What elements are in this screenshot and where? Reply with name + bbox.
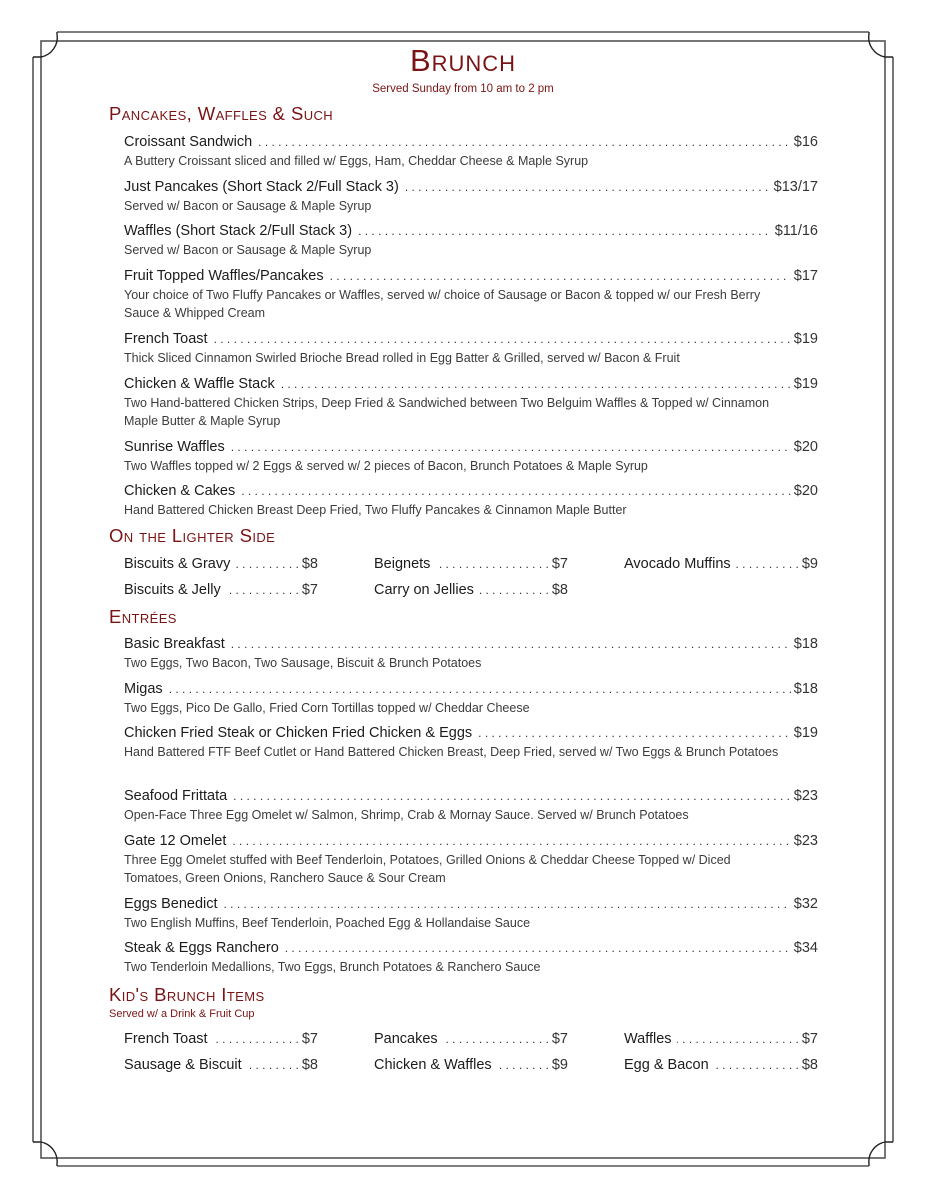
item-name: Biscuits & Jelly <box>124 582 221 598</box>
item-price: $8 <box>301 1057 318 1073</box>
item-price: $9 <box>801 556 818 572</box>
item-price: $7 <box>301 1031 318 1047</box>
item-price: $34 <box>793 940 818 956</box>
dot-leader <box>443 1030 549 1048</box>
item-name: Steak & Eggs Ranchero <box>124 940 279 956</box>
item-price: $7 <box>801 1031 818 1047</box>
menu-item-small <box>374 1056 568 1074</box>
item-name: Beignets <box>374 556 431 572</box>
item-price: $8 <box>301 556 318 572</box>
item-description: Hand Battered FTF Beef Cutlet or Hand Battered Chicken Breast, Deep Fried, served w/ Two Eggs & Brunch Potatoes <box>124 745 779 759</box>
menu-item <box>124 178 818 215</box>
item-description: Thick Sliced Cinnamon Swirled Brioche Bread rolled in Egg Batter & Grilled, served w/ Bacon & Fruit <box>124 351 680 365</box>
menu-item <box>124 438 818 475</box>
item-price: $23 <box>793 833 818 849</box>
menu-item-small <box>124 555 318 573</box>
dot-leader <box>677 1030 799 1048</box>
item-name: Egg & Bacon <box>624 1057 709 1073</box>
dot-leader <box>231 635 791 653</box>
item-name: French Toast <box>124 1031 208 1047</box>
dot-leader <box>479 581 549 599</box>
section-heading-kids: Kid's Brunch Items <box>109 984 265 1005</box>
menu-item <box>124 267 818 322</box>
dot-leader <box>258 133 791 151</box>
item-price: $19 <box>793 376 818 392</box>
item-price: $8 <box>551 582 568 598</box>
item-name: Fruit Topped Waffles/Pancakes <box>124 268 324 284</box>
menu-item <box>124 133 818 170</box>
item-description: Two Eggs, Two Bacon, Two Sausage, Biscuit & Brunch Potatoes <box>124 656 482 670</box>
dot-leader <box>478 724 791 742</box>
item-name: Eggs Benedict <box>124 896 218 912</box>
menu-item-small <box>374 581 568 599</box>
item-name: Chicken Fried Steak or Chicken Fried Chicken & Eggs <box>124 725 473 741</box>
item-description: Hand Battered Chicken Breast Deep Fried, Two Fluffy Pancakes & Cinnamon Maple Butter <box>124 503 627 517</box>
item-price: $18 <box>793 681 818 697</box>
section-heading-entrees: Entrées <box>109 606 177 627</box>
item-name: Sausage & Biscuit <box>124 1057 242 1073</box>
menu-item <box>124 939 818 976</box>
menu-item <box>124 895 818 932</box>
dot-leader <box>235 555 299 573</box>
dot-leader <box>358 222 772 240</box>
menu-item <box>124 375 818 430</box>
dot-leader <box>214 330 791 348</box>
item-price: $13/17 <box>773 179 818 195</box>
item-description: Served w/ Bacon or Sausage & Maple Syrup <box>124 199 372 213</box>
item-price: $19 <box>793 725 818 741</box>
dot-leader <box>169 680 791 698</box>
menu-subtitle: Served Sunday from 10 am to 2 pm <box>372 83 554 95</box>
menu-item-small <box>374 1030 568 1048</box>
menu-item <box>124 832 818 887</box>
dot-leader <box>231 438 791 456</box>
item-price: $7 <box>301 582 318 598</box>
item-name: Seafood Frittata <box>124 788 228 804</box>
item-name: Avocado Muffins <box>624 556 731 572</box>
menu-title: Brunch <box>409 43 517 78</box>
item-price: $7 <box>551 1031 568 1047</box>
item-description: Two Eggs, Pico De Gallo, Fried Corn Tortillas topped w/ Cheddar Cheese <box>124 701 530 715</box>
menu-item-small <box>624 555 818 573</box>
item-description: Two Hand-battered Chicken Strips, Deep Fried & Sandwiched between Two Belguim Waffles & Topped w/ Cinnamon Maple Butter & Maple Syrup <box>124 396 770 428</box>
item-price: $20 <box>793 439 818 455</box>
dot-leader <box>330 267 791 285</box>
item-price: $19 <box>793 331 818 347</box>
item-name: Chicken & Cakes <box>124 483 236 499</box>
dot-leader <box>497 1056 549 1074</box>
item-price: $16 <box>793 134 818 150</box>
menu-item <box>124 680 818 717</box>
dot-leader <box>285 939 791 957</box>
item-name: Waffles <box>624 1031 672 1047</box>
item-description: A Buttery Croissant sliced and filled w/ Eggs, Ham, Cheddar Cheese & Maple Syrup <box>124 154 589 168</box>
item-name: Croissant Sandwich <box>124 134 253 150</box>
item-name: Gate 12 Omelet <box>124 833 227 849</box>
item-price: $9 <box>551 1057 568 1073</box>
menu-item-small <box>124 581 318 599</box>
item-price: $20 <box>793 483 818 499</box>
item-description: Your choice of Two Fluffy Pancakes or Waffles, served w/ choice of Sausage or Bacon & topped w/ our Fresh Berry Sauce & Whipped Cream <box>124 288 761 320</box>
menu-item <box>124 724 818 761</box>
dot-leader <box>226 581 299 599</box>
item-description: Three Egg Omelet stuffed with Beef Tenderloin, Potatoes, Grilled Onions & Cheddar Cheese Topped w/ Diced Tomatoes, Green Onions, Ranchero Sauce & Sour Cream <box>124 853 731 885</box>
menu-item-small <box>124 1030 318 1048</box>
menu-item-small <box>624 1056 818 1074</box>
item-price: $18 <box>793 636 818 652</box>
menu-page <box>41 41 885 1158</box>
item-price: $7 <box>551 556 568 572</box>
menu-item <box>124 482 818 519</box>
item-description: Two Waffles topped w/ 2 Eggs & served w/ 2 pieces of Bacon, Brunch Potatoes & Maple Syrup <box>124 459 648 473</box>
item-name: Basic Breakfast <box>124 636 225 652</box>
item-description: Two Tenderloin Medallions, Two Eggs, Brunch Potatoes & Ranchero Sauce <box>124 960 541 974</box>
item-price: $11/16 <box>774 223 818 239</box>
item-name: Waffles (Short Stack 2/Full Stack 3) <box>124 223 353 239</box>
item-description: Two English Muffins, Beef Tenderloin, Poached Egg & Hollandaise Sauce <box>124 916 531 930</box>
dot-leader <box>247 1056 299 1074</box>
menu-item-small <box>374 555 568 573</box>
item-price: $8 <box>801 1057 818 1073</box>
dot-leader <box>281 375 791 393</box>
dot-leader <box>241 482 791 500</box>
menu-item <box>124 787 818 824</box>
menu-item-small <box>124 1056 318 1074</box>
item-name: Chicken & Waffles <box>374 1057 492 1073</box>
menu-item-small <box>624 1030 818 1048</box>
item-name: Pancakes <box>374 1031 438 1047</box>
item-name: Migas <box>124 681 163 697</box>
menu-item <box>124 330 818 367</box>
dot-leader <box>224 895 791 913</box>
item-name: French Toast <box>124 331 208 347</box>
item-price: $17 <box>793 268 818 284</box>
dot-leader <box>714 1056 799 1074</box>
item-name: Just Pancakes (Short Stack 2/Full Stack 3) <box>124 179 399 195</box>
item-description: Open-Face Three Egg Omelet w/ Salmon, Shrimp, Crab & Mornay Sauce. Served w/ Brunch Potatoes <box>124 808 689 822</box>
menu-item <box>124 222 818 259</box>
item-name: Carry on Jellies <box>374 582 474 598</box>
dot-leader <box>736 555 799 573</box>
section-heading-pancakes: Pancakes, Waffles & Such <box>109 103 334 124</box>
section-heading-lighter-side: On the Lighter Side <box>109 525 276 546</box>
item-name: Chicken & Waffle Stack <box>124 376 275 392</box>
dot-leader <box>233 787 791 805</box>
dot-leader <box>232 832 790 850</box>
item-name: Biscuits & Gravy <box>124 556 231 572</box>
menu-item <box>124 635 818 672</box>
item-description: Served w/ Bacon or Sausage & Maple Syrup <box>124 243 372 257</box>
item-name: Sunrise Waffles <box>124 439 225 455</box>
item-price: $23 <box>793 788 818 804</box>
dot-leader <box>405 178 771 196</box>
section-subheading-kids: Served w/ a Drink & Fruit Cup <box>109 1008 255 1020</box>
dot-leader <box>213 1030 299 1048</box>
item-price: $32 <box>793 896 818 912</box>
dot-leader <box>435 555 548 573</box>
